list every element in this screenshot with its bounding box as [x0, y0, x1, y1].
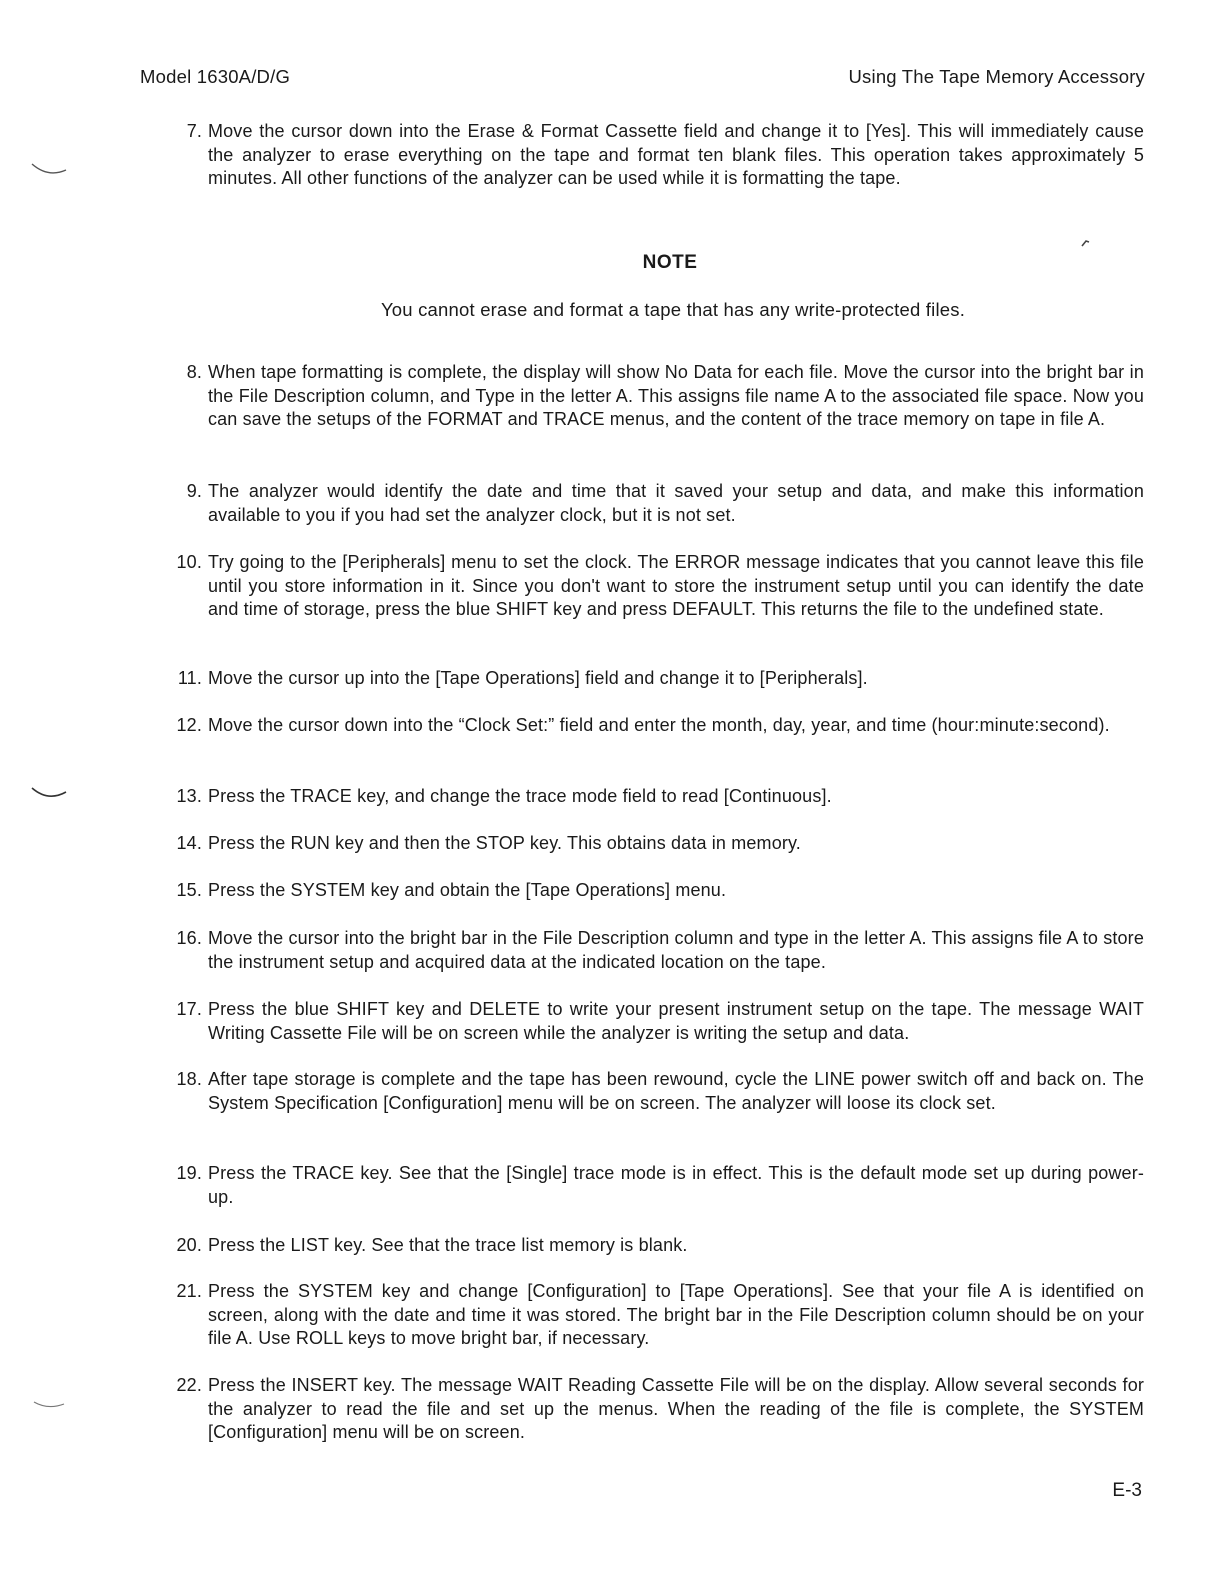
step-text: After tape storage is complete and the tape has been rewound, cycle the LINE power switch off and back on. The System Specification [Configuration] menu will be on screen. The analyzer will loose its clock set. [208, 1069, 1144, 1113]
note-text: You cannot erase and format a tape that has any write-protected files. [380, 299, 966, 320]
step-8 [140, 361, 1144, 432]
running-header-left: Model 1630A/D/G [140, 66, 291, 87]
step-16 [140, 927, 1144, 974]
step-text: Press the SYSTEM key and change [Configuration] to [Tape Operations]. See that your file A is identified on screen, along with the date and time it was stored. The bright bar in the File Description column should be on your file A. Use ROLL keys to move bright bar, if necessary. [208, 1281, 1144, 1348]
step-17 [140, 998, 1144, 1045]
binder-mark [30, 160, 70, 180]
step-text: Try going to the [Peripherals] menu to set the clock. The ERROR message indicates that you cannot leave this file until you store information in it. Since you don't want to store the instrument setup until you can identify the date and time of storage, press the blue SHIFT key and press DEFAULT. This returns the file to the undefined state. [208, 552, 1144, 619]
step-20 [140, 1234, 1144, 1258]
step-text: Press the INSERT key. The message WAIT Reading Cassette File will be on the display. Allow several seconds for the analyzer to read the file and set up the menus. When the reading of the file is complete, the SYSTEM [Configuration] menu will be on screen. [208, 1375, 1144, 1442]
page-number: E-3 [1112, 1480, 1142, 1501]
step-text: Press the SYSTEM key and obtain the [Tape Operations] menu. [208, 880, 727, 900]
step-text: Move the cursor down into the Erase & Format Cassette field and change it to [Yes]. This will immediately cause the analyzer to erase everything on the tape and format ten blank files. This operation takes approximately 5 minutes. All other functions of the analyzer can be used while it is formatting the tape. [208, 121, 1144, 188]
step-number: 12. [176, 715, 202, 735]
binder-mark [30, 1396, 70, 1416]
step-number: 22. [176, 1375, 202, 1395]
binder-mark [30, 784, 70, 804]
step-text: Press the TRACE key. See that the [Single] trace mode is in effect. This is the default mode set up during power-up. [208, 1163, 1144, 1207]
step-text: Press the LIST key. See that the trace list memory is blank. [208, 1235, 688, 1255]
step-text: Press the RUN key and then the STOP key. This obtains data in memory. [208, 833, 801, 853]
step-number: 8. [186, 362, 202, 382]
step-number: 21. [176, 1281, 202, 1301]
step-19 [140, 1162, 1144, 1209]
step-7 [140, 120, 1144, 191]
step-21 [140, 1280, 1144, 1351]
step-9 [140, 480, 1144, 527]
step-number: 17. [176, 999, 202, 1019]
step-text: Press the TRACE key, and change the trace mode field to read [Continuous]. [208, 786, 832, 806]
running-header-right: Using The Tape Memory Accessory [848, 66, 1145, 87]
step-15 [140, 879, 1144, 903]
step-text: Move the cursor down into the “Clock Set:” field and enter the month, day, year, and time (hour:minute:second). [208, 715, 1110, 735]
step-text: Move the cursor into the bright bar in the File Description column and type in the letter A. This assigns file A to store the instrument setup and acquired data at the indicated location on the tape. [208, 928, 1144, 972]
step-number: 9. [186, 481, 202, 501]
step-22 [140, 1374, 1144, 1445]
step-18 [140, 1068, 1144, 1115]
step-number: 14. [176, 833, 202, 853]
step-11 [140, 667, 1144, 691]
step-10 [140, 551, 1144, 622]
step-14 [140, 832, 1144, 856]
step-text: The analyzer would identify the date and time that it saved your setup and data, and make this information available to you if you had set the analyzer clock, but it is not set. [208, 481, 1144, 525]
step-text: When tape formatting is complete, the display will show No Data for each file. Move the cursor into the bright bar in the File Description column, and Type in the letter A. This assigns file name A to the associated file space. Now you can save the setups of the FORMAT and TRACE menus, and the content of the trace memory on tape in file A. [208, 362, 1144, 429]
note-title: NOTE [642, 252, 698, 273]
speck-mark [1080, 238, 1092, 250]
step-number: 11. [177, 668, 202, 688]
step-text: Move the cursor up into the [Tape Operations] field and change it to [Peripherals]. [208, 668, 868, 688]
step-number: 10. [176, 552, 202, 572]
step-number: 7. [186, 121, 202, 141]
step-text: Press the blue SHIFT key and DELETE to write your present instrument setup on the tape. The message WAIT Writing Cassette File will be on screen while the analyzer is writing the setup and data. [208, 999, 1144, 1043]
step-number: 16. [176, 928, 202, 948]
step-number: 20. [176, 1235, 202, 1255]
step-number: 19. [176, 1163, 202, 1183]
step-13 [140, 785, 1144, 809]
step-number: 18. [176, 1069, 202, 1089]
step-number: 13. [176, 786, 202, 806]
step-number: 15. [176, 880, 202, 900]
step-12 [140, 714, 1144, 738]
